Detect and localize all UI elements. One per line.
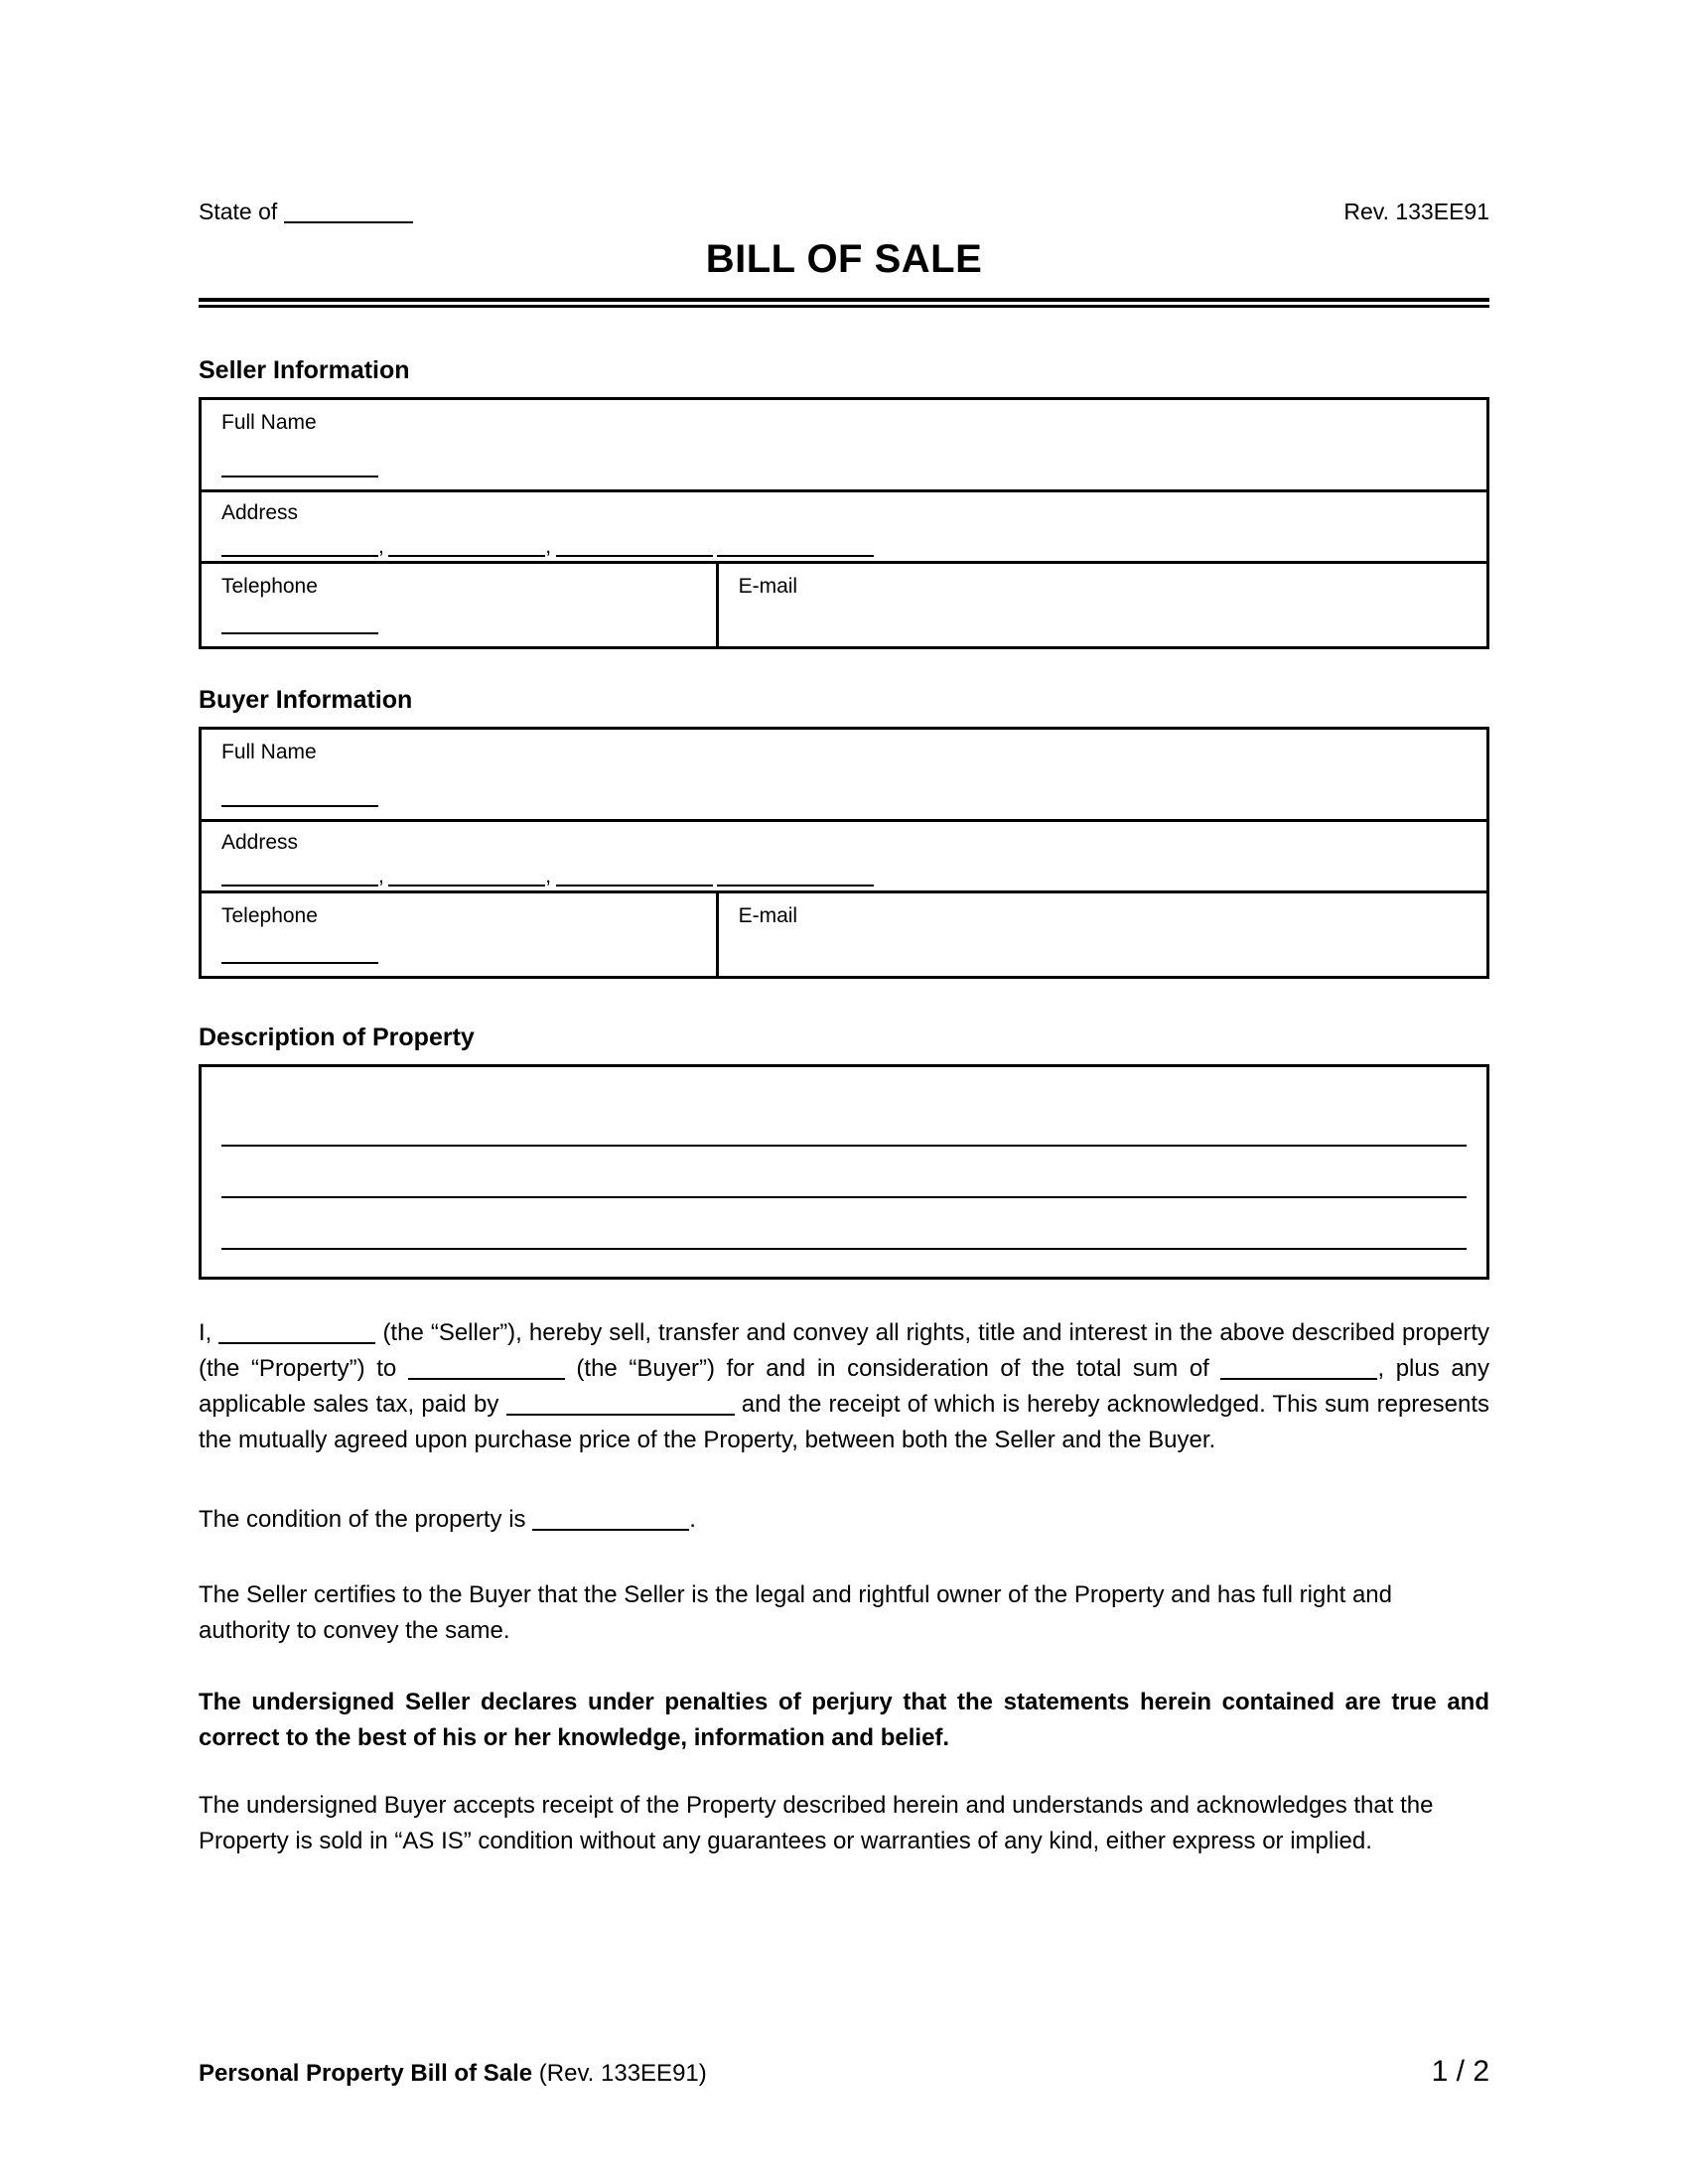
seller-email-label: E-mail: [738, 575, 798, 598]
property-description-section: [199, 1023, 1489, 1280]
buyer-email-cell: [716, 893, 1486, 976]
buyer-information-section: [199, 685, 1489, 979]
property-description-heading: Description of Property: [199, 1024, 475, 1051]
seller-address-state-blank[interactable]: [556, 555, 713, 557]
comma: ,: [378, 865, 384, 887]
buyer-information-box: [199, 727, 1489, 979]
property-description-blank-line[interactable]: [221, 1145, 1467, 1147]
seller-information-heading: Seller Information: [199, 356, 410, 384]
buyer-address-row: [202, 819, 1486, 890]
seller-full-name-label: Full Name: [221, 411, 317, 434]
state-of-field: [199, 199, 413, 225]
seller-telephone-blank[interactable]: [221, 632, 378, 634]
seller-contact-row: [202, 561, 1486, 646]
agreement-buyer-name-blank[interactable]: [408, 1378, 565, 1380]
seller-address-street-blank[interactable]: [221, 555, 378, 557]
agreement-text-2: (the “Seller”), hereby sell, transfer and convey all rights, title and interest in the above described property (the “Property”) to: [199, 1319, 1489, 1382]
footer-doc-revision: (Rev. 133EE91): [538, 2060, 707, 2087]
agreement-seller-name-blank[interactable]: [218, 1342, 375, 1344]
comma: ,: [545, 535, 552, 558]
title-double-rule: [199, 298, 1489, 308]
buyer-email-label: E-mail: [738, 904, 798, 927]
revision-number: Rev. 133EE91: [1343, 199, 1489, 224]
buyer-full-name-label: Full Name: [221, 741, 317, 763]
condition-text: The condition of the property is: [199, 1506, 526, 1533]
property-description-blank-line[interactable]: [221, 1248, 1467, 1250]
state-of-label: State of: [199, 199, 278, 224]
comma: ,: [378, 535, 384, 558]
as-is-clause-paragraph: The undersigned Buyer accepts receipt of the Property described herein and understands and acknowledges that the Property is sold in “AS IS” condition without any guarantees or warranties of any kind, either express or implied.: [199, 1792, 1434, 1854]
agreement-text-3: (the “Buyer”) for and in consideration of the total sum of: [576, 1355, 1209, 1382]
seller-email-cell: [716, 564, 1486, 646]
certification-paragraph: The Seller certifies to the Buyer that the Seller is the legal and rightful owner of the Property and has full right and authority to convey the same.: [199, 1581, 1393, 1644]
buyer-address-street-blank[interactable]: [221, 885, 378, 887]
period: .: [689, 1506, 696, 1533]
agreement-text-1: I,: [199, 1319, 212, 1346]
seller-full-name-row: [202, 400, 1486, 489]
state-of-blank[interactable]: [284, 221, 413, 223]
footer-doc-title-bold: Personal Property Bill of Sale: [199, 2060, 533, 2087]
condition-blank[interactable]: [532, 1529, 689, 1531]
seller-address-label: Address: [221, 501, 299, 524]
buyer-address-label: Address: [221, 831, 299, 854]
buyer-telephone-blank[interactable]: [221, 962, 378, 964]
seller-telephone-label: Telephone: [221, 575, 318, 598]
buyer-full-name-blank[interactable]: [221, 805, 378, 807]
buyer-address-state-blank[interactable]: [556, 885, 713, 887]
buyer-information-heading: Buyer Information: [199, 686, 413, 714]
document-footer: [199, 2055, 1489, 2089]
comma: ,: [545, 865, 552, 887]
buyer-full-name-row: [202, 730, 1486, 819]
document-title: BILL OF SALE: [705, 237, 983, 281]
agreement-paid-by-blank[interactable]: [506, 1414, 735, 1416]
seller-address-blanks: [221, 535, 1467, 559]
document-header: [199, 199, 1489, 225]
condition-line: [199, 1502, 1489, 1538]
buyer-telephone-label: Telephone: [221, 904, 318, 927]
buyer-address-zip-blank[interactable]: [717, 885, 874, 887]
seller-full-name-blank[interactable]: [221, 476, 378, 478]
agreement-total-sum-blank[interactable]: [1220, 1378, 1377, 1380]
perjury-declaration-paragraph: The undersigned Seller declares under penalties of perjury that the statements herein contained are true and correct to the best of his or her knowledge, information and belief.: [199, 1689, 1489, 1751]
agreement-text-4: , plus any applicable sales tax, paid by: [199, 1355, 1490, 1418]
property-description-box: [199, 1064, 1489, 1280]
seller-address-city-blank[interactable]: [388, 555, 545, 557]
buyer-address-city-blank[interactable]: [388, 885, 545, 887]
buyer-contact-row: [202, 890, 1486, 976]
seller-telephone-cell: [202, 564, 716, 646]
seller-address-row: [202, 489, 1486, 561]
seller-information-section: [199, 355, 1489, 649]
footer-page-number: 1 / 2: [1431, 2055, 1489, 2088]
footer-document-title: [199, 2060, 707, 2088]
buyer-telephone-cell: [202, 893, 716, 976]
agreement-text-5: and the receipt of which is hereby acknowledged. This sum represents the mutually agreed upon purchase price of the Property, between both the Seller and the Buyer.: [199, 1391, 1489, 1453]
agreement-paragraph: [199, 1315, 1489, 1458]
seller-address-zip-blank[interactable]: [717, 555, 874, 557]
property-description-blank-line[interactable]: [221, 1196, 1467, 1198]
buyer-address-blanks: [221, 865, 1467, 888]
seller-information-box: [199, 397, 1489, 649]
